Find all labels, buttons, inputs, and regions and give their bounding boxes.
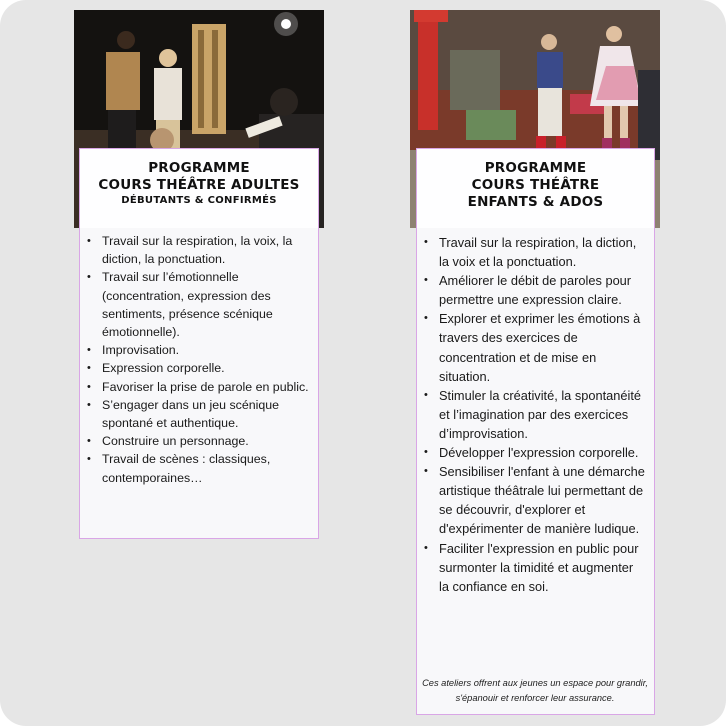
children-title-line3: ENFANTS & ADOS <box>467 194 604 210</box>
list-item: • Expression corporelle. <box>87 359 311 377</box>
children-footer-note: Ces ateliers offrent aux jeunes un espace pour grandir, s'épanouir et renforcer leur assurance. <box>422 678 648 703</box>
list-item: • Travail sur la respiration, la diction, la voix et la ponctuation. <box>424 233 646 271</box>
list-item: • Stimuler la créativité, la spontanéité et l’imagination par des exercices d’improvisation. <box>424 386 646 443</box>
list-item: • Travail sur l’émotionnelle (concentration, expression des sentiments, présence scénique émotionnelle). <box>87 268 311 341</box>
list-item: • S’engager dans un jeu scénique spontané et authentique. <box>87 396 311 432</box>
list-item: • Travail sur la respiration, la voix, la diction, la ponctuation. <box>87 232 311 268</box>
list-item: • Améliorer le débit de paroles pour permettre une expression claire. <box>424 271 646 309</box>
adult-title-line2: COURS THÉÂTRE ADULTES <box>98 177 300 193</box>
list-item: • Explorer et exprimer les émotions à travers des exercices de concentration et de mise en situation. <box>424 309 646 385</box>
list-item: • Sensibiliser l'enfant à une démarche artistique théâtrale lui permettant de se découvrir, d'explorer et d'expérimenter de manière ludique. <box>424 462 646 538</box>
list-item: • Faciliter l'expression en public pour surmonter la timidité et augmenter la confiance en soi. <box>424 539 646 596</box>
list-item: • Improvisation. <box>87 341 311 359</box>
adult-program-title <box>80 149 318 228</box>
children-program-list <box>424 233 646 596</box>
list-item: • Favoriser la prise de parole en public. <box>87 378 311 396</box>
adult-program-list <box>87 232 311 487</box>
children-program-title <box>417 149 654 228</box>
list-item: • Travail de scènes : classiques, contemporaines… <box>87 450 311 486</box>
list-item: • Développer l'expression corporelle. <box>424 443 646 462</box>
adult-title-line3: DÉBUTANTS & CONFIRMÉS <box>121 195 277 206</box>
list-item: • Construire un personnage. <box>87 432 311 450</box>
children-title-line2: COURS THÉÂTRE <box>471 177 600 193</box>
adult-title-line1: PROGRAMME <box>148 160 250 176</box>
children-title-line1: PROGRAMME <box>484 160 587 176</box>
